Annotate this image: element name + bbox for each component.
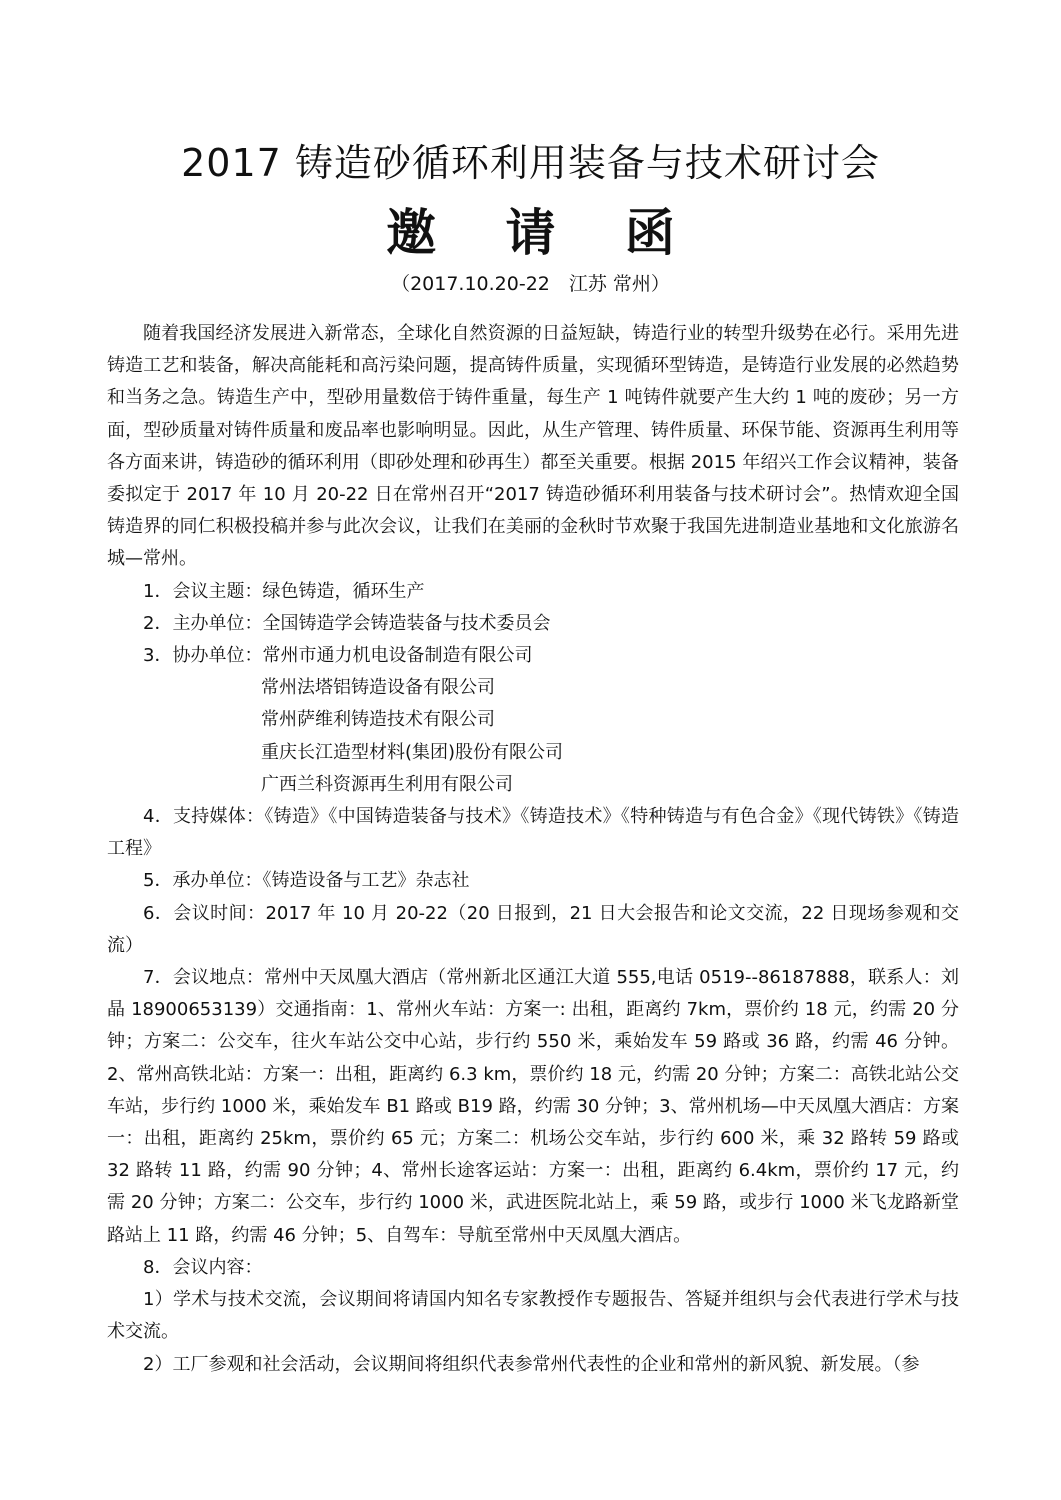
co-host-org: 广西兰科资源再生利用有限公司 <box>261 773 513 795</box>
item-media: 4．支持媒体：《铸造》《中国铸造装备与技术》《铸造技术》《特种铸造与有色合金》《现代铸铁》《铸造工程》 <box>107 806 959 860</box>
document-title: 2017 铸造砂循环利用装备与技术研讨会 <box>181 141 880 185</box>
co-host-label: 3．协办单位： <box>143 645 263 667</box>
co-host-org: 常州市通力机电设备制造有限公司 <box>262 645 533 667</box>
content-academic: 1）学术与技术交流，会议期间将请国内知名专家教授作专题报告、答疑并组织与会代表进行学术与技术交流。 <box>107 1289 959 1343</box>
item-host: 2．主办单位：全国铸造学会铸造装备与技术委员会 <box>143 612 551 634</box>
co-host-org: 常州法塔铝铸造设备有限公司 <box>261 677 495 699</box>
date-location-line: （2017.10.20-22 江苏 常州） <box>391 273 670 295</box>
item-content-label: 8．会议内容： <box>143 1256 263 1278</box>
item-time: 6．会议时间：2017 年 10 月 20-22（20 日报到，21 日大会报告和论文交流，22 日现场参观和交流） <box>107 902 959 956</box>
document-subtitle: 邀 请 函 <box>386 204 701 262</box>
item-co-host <box>107 640 959 672</box>
document-body <box>107 318 959 1381</box>
intro-paragraph: 随着我国经济发展进入新常态，全球化自然资源的日益短缺，铸造行业的转型升级势在必行。采用先进铸造工艺和装备，解决高能耗和高污染问题，提高铸件质量，实现循环型铸造，是铸造行业发展的必然趋势和当务之急。铸造生产中，型砂用量数倍于铸件重量，每生产 1 吨铸件就要产生大约 1 吨的废砂；另一方面，型砂质量对铸件质量和废品率也影响明显。因此，从生产管理、铸件质量、环保节能、资源再生利用等各方面来讲，铸造砂的循环利用（即砂处理和砂再生）都至关重要。根据 2015 年绍兴工作会议精神，装备委拟定于 2017 年 10 月 20-22 日在常州召开“2017 铸造砂循环利用装备与技术研讨会”。热情欢迎全国铸造界的同仁积极投稿并参与此次会议，让我们在美丽的金秋时节欢聚于我国先进制造业基地和文化旅游名城—常州。 <box>107 323 959 570</box>
item-theme: 1．会议主题：绿色铸造，循环生产 <box>143 580 425 602</box>
content-visit: 2）工厂参观和社会活动，会议期间将组织代表参常州代表性的企业和常州的新风貌、新发展。（参 <box>143 1353 920 1375</box>
co-host-org: 常州萨维利铸造技术有限公司 <box>261 709 495 731</box>
co-host-org: 重庆长江造型材料(集团)股份有限公司 <box>261 741 564 763</box>
item-organizer: 5．承办单位：《铸造设备与工艺》杂志社 <box>143 870 470 892</box>
item-venue: 7．会议地点：常州中天凤凰大酒店（常州新北区通江大道 555,电话 0519--86187888，联系人：刘晶 18900653139）交通指南：1、常州火车站：方案一: 出租，距离约 7km，票价约 18 元，约需 20 分钟；方案二：公交车，往火车站公交中心站，步行约 550 米，乘始发车 59 路或 36 路，约需 46 分钟。2、常州高铁北站：方案一：出租，距离约 6.3 km，票价约 18 元，约需 20 分钟；方案二：高铁北站公交车站，步行约 1000 米，乘始发车 B1 路或 B19 路，约需 30 分钟；3、常州机场—中天凤凰大酒店：方案一：出租，距离约 25km，票价约 65 元；方案二：机场公交车站，步行约 600 米，乘 32 路转 59 路或 32 路转 11 路，约需 90 分钟；4、常州长途客运站：方案一：出租，距离约 6.4km，票价约 17 元，约需 20 分钟；方案二：公交车，步行约 1000 米，武进医院北站上，乘 59 路，或步行 1000 米飞龙路新堂路站上 11 路，约需 46 分钟；5、自驾车：导航至常州中天凤凰大酒店。 <box>107 967 959 1246</box>
